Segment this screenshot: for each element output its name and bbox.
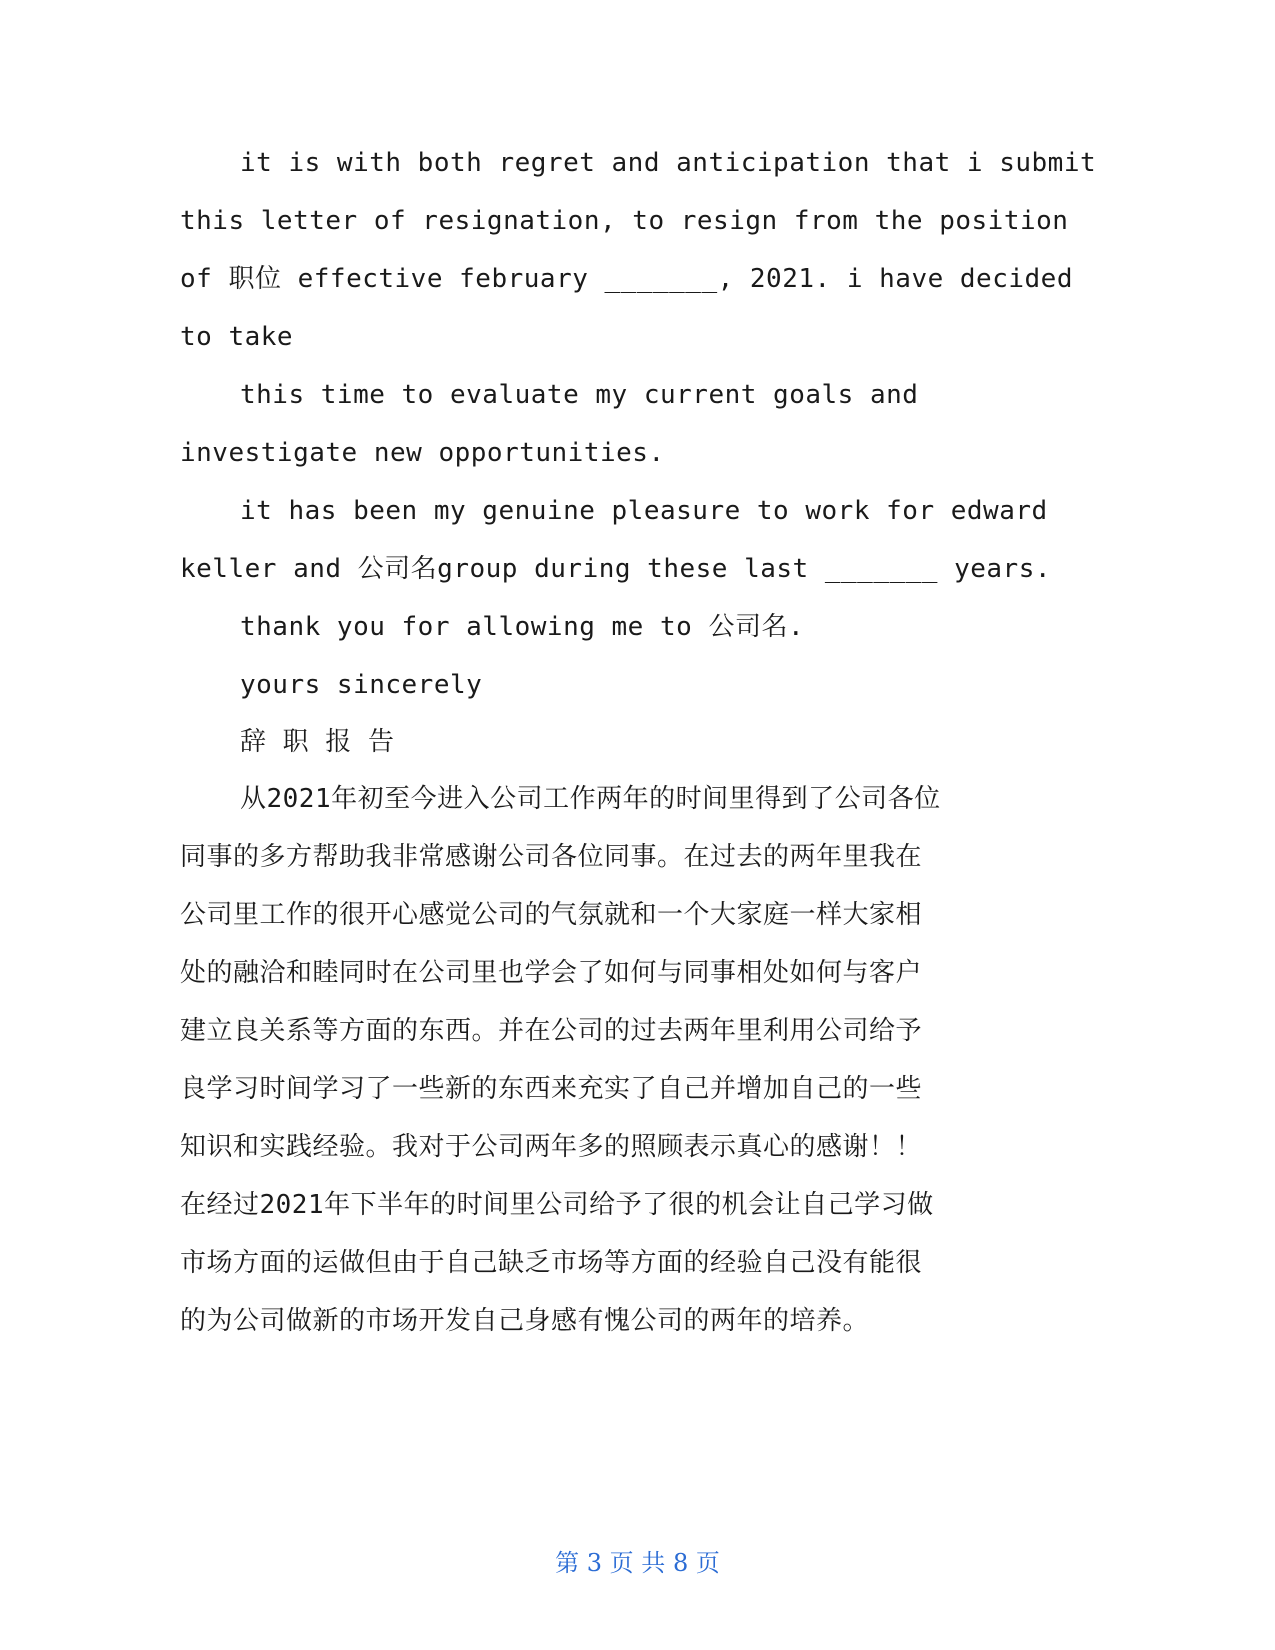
body-line-7: it has been my genuine pleasure to work for edward bbox=[240, 496, 1048, 526]
cn-line-6: 良学习时间学习了一些新的东西来充实了自己并增加自己的一些 bbox=[180, 1074, 923, 1104]
body-line-3: of 职位 effective february _______, 2021. i have decided bbox=[180, 264, 1073, 294]
body-line-2: this letter of resignation, to resign from the position bbox=[180, 206, 1069, 236]
cn-line-3: 公司里工作的很开心感觉公司的气氛就和一个大家庭一样大家相 bbox=[180, 900, 923, 930]
cn-line-1: 从2021年初至今进入公司工作两年的时间里得到了公司各位 bbox=[240, 784, 941, 814]
cn-line-2: 同事的多方帮助我非常感谢公司各位同事。在过去的两年里我在 bbox=[180, 842, 923, 872]
body-line-6: investigate new opportunities. bbox=[180, 438, 665, 468]
body-line-4: to take bbox=[180, 322, 294, 352]
report-title: 辞 职 报 告 bbox=[240, 727, 395, 757]
body-line-8: keller and 公司名group during these last _______ years. bbox=[180, 554, 1052, 584]
cn-line-10: 的为公司做新的市场开发自己身感有愧公司的两年的培养。 bbox=[180, 1306, 870, 1336]
body-line-5: this time to evaluate my current goals and bbox=[240, 380, 919, 410]
cn-line-5: 建立良关系等方面的东西。并在公司的过去两年里利用公司给予 bbox=[180, 1016, 923, 1046]
cn-line-4: 处的融洽和睦同时在公司里也学会了如何与同事相处如何与客户 bbox=[180, 958, 923, 988]
body-line-9: thank you for allowing me to 公司名. bbox=[240, 612, 805, 642]
page-number-footer: 第 3 页 共 8 页 bbox=[555, 1549, 720, 1577]
cn-line-9: 市场方面的运做但由于自己缺乏市场等方面的经验自己没有能很 bbox=[180, 1248, 923, 1278]
body-line-1: it is with both regret and anticipation that i submit bbox=[240, 148, 1097, 178]
cn-line-7: 知识和实践经验。我对于公司两年多的照顾表示真心的感谢！！ bbox=[180, 1132, 923, 1162]
closing-line: yours sincerely bbox=[240, 670, 483, 700]
cn-line-8: 在经过2021年下半年的时间里公司给予了很的机会让自己学习做 bbox=[180, 1190, 934, 1220]
